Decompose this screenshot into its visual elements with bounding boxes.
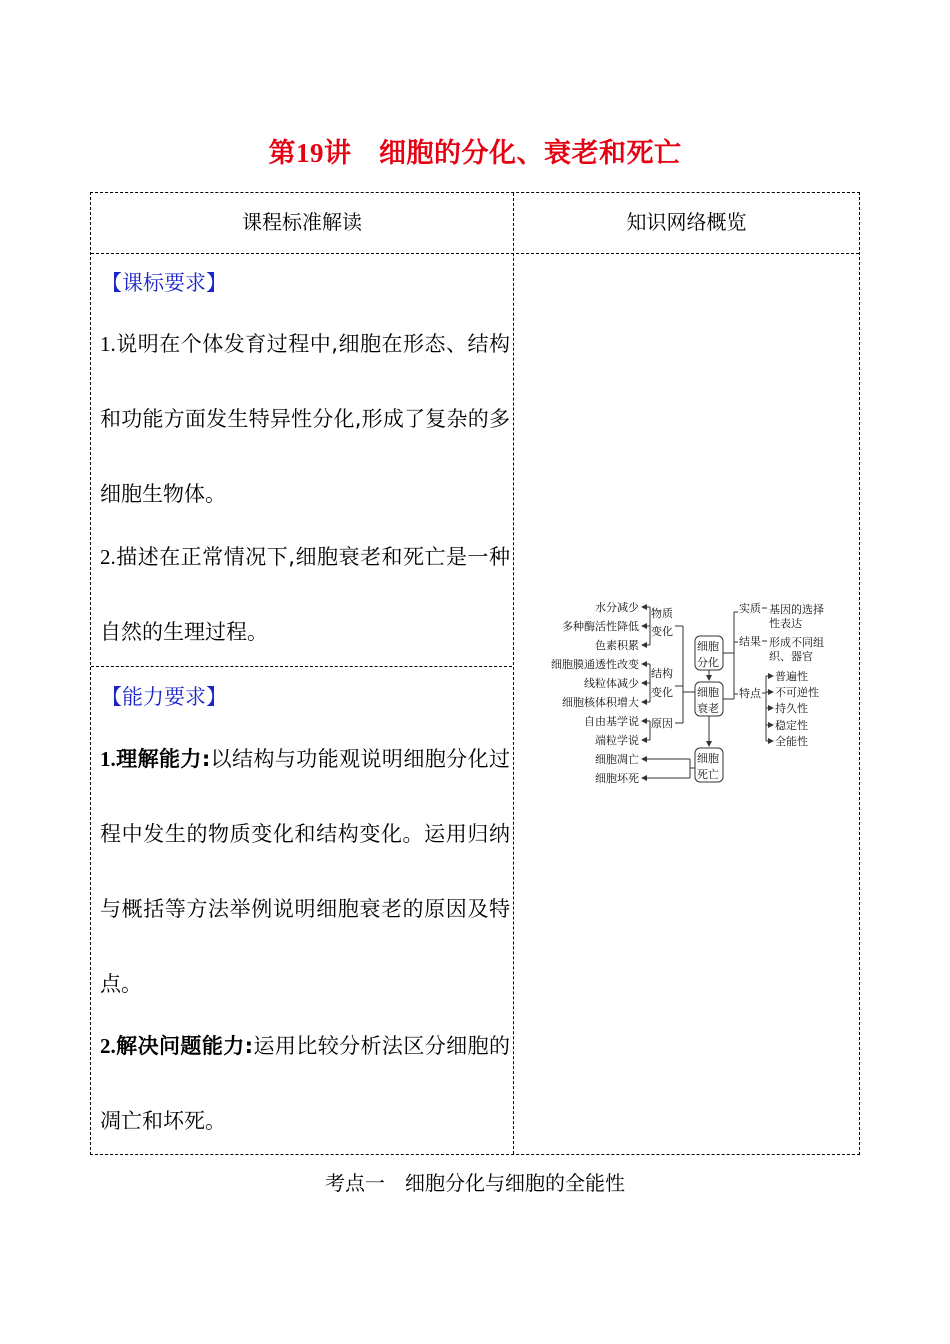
diagram-left-item: 细胞核体积增大	[562, 696, 639, 709]
ability-item-1: 1.理解能力:以结构与功能观说明细胞分化过程中发生的物质变化和结构变化。运用归纳与概括等方法举例说明细胞衰老的原因及特点。	[100, 747, 510, 996]
diagram-feature-item: 不可逆性	[775, 686, 819, 699]
diagram-feature-item: 稳定性	[775, 719, 808, 732]
curriculum-item-2: 2.描述在正常情况下,细胞衰老和死亡是一种自然的生理过程。	[100, 545, 510, 644]
ability-item-2: 2.解决问题能力:运用比较分析法区分细胞的凋亡和坏死。	[100, 1034, 510, 1133]
diagram-result-text: 形成不同组	[769, 636, 824, 649]
svg-text:性表达: 性表达	[769, 617, 802, 630]
svg-text:衰老: 衰老	[697, 702, 719, 715]
knowledge-network-diagram	[540, 596, 840, 791]
svg-text:死亡: 死亡	[697, 768, 719, 781]
svg-text:分化: 分化	[697, 656, 719, 669]
header-knowledge-network: 知识网络概览	[626, 210, 747, 234]
curriculum-item-1: 1.说明在个体发育过程中,细胞在形态、结构和功能方面发生特异性分化,形成了复杂的多细胞生物体。	[100, 332, 510, 506]
diagram-left-item: 自由基学说	[584, 715, 639, 728]
diagram-group-cause: 原因	[651, 717, 673, 730]
header-curriculum: 课程标准解读	[242, 210, 362, 234]
diagram-left-item: 多种酶活性降低	[562, 620, 639, 633]
diagram-node-aging: 细胞	[697, 686, 719, 699]
diagram-left-item: 水分减少	[595, 601, 639, 614]
section-heading: 考点一 细胞分化与细胞的全能性	[325, 1171, 625, 1195]
lecture-title: 第19讲 细胞的分化、衰老和死亡	[268, 138, 682, 169]
diagram-feature-item: 全能性	[775, 735, 808, 748]
diagram-left-item: 细胞坏死	[595, 772, 639, 785]
diagram-feature-item: 普遍性	[775, 670, 808, 683]
diagram-label-features: 特点	[739, 687, 761, 700]
diagram-left-item: 端粒学说	[595, 734, 639, 747]
diagram-group-material: 物质	[651, 607, 673, 620]
diagram-left-item: 线粒体减少	[584, 677, 639, 690]
diagram-left-item: 细胞凋亡	[595, 753, 639, 766]
svg-text:变化: 变化	[651, 625, 673, 638]
svg-text:变化: 变化	[651, 686, 673, 699]
diagram-node-death: 细胞	[697, 752, 719, 765]
diagram-feature-item: 持久性	[775, 702, 808, 715]
svg-text:织、器官: 织、器官	[769, 650, 813, 663]
diagram-node-differentiation: 细胞	[697, 640, 719, 653]
diagram-label-essence: 实质	[739, 602, 761, 615]
diagram-left-item: 细胞膜通透性改变	[551, 658, 639, 671]
diagram-left-item: 色素积累	[595, 639, 639, 652]
diagram-essence-text: 基因的选择	[769, 603, 824, 616]
curriculum-heading: 【课标要求】	[101, 271, 227, 295]
diagram-label-result: 结果	[739, 635, 761, 648]
ability-heading: 【能力要求】	[101, 685, 227, 709]
diagram-group-structure: 结构	[651, 667, 673, 680]
